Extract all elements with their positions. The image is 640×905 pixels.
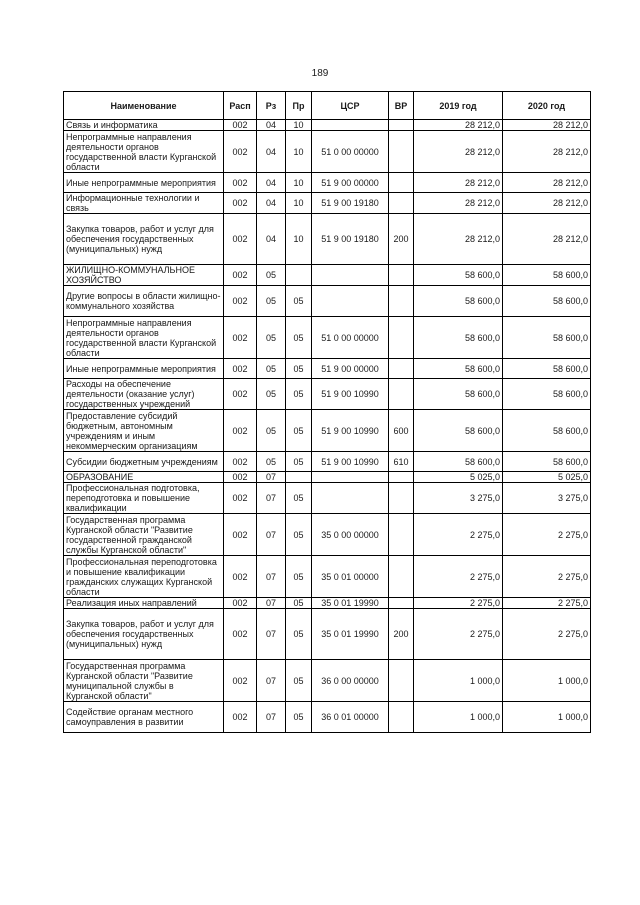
cell-csr: 35 0 00 00000	[312, 514, 389, 556]
budget-table	[63, 91, 591, 733]
header-csr: ЦСР	[312, 92, 389, 120]
cell-vr	[389, 472, 414, 483]
cell-2019: 2 275,0	[414, 598, 503, 609]
cell-2020: 1 000,0	[503, 660, 591, 702]
table-row	[64, 214, 591, 265]
cell-name: Содействие органам местного самоуправления в развитии	[64, 702, 224, 733]
cell-vr	[389, 379, 414, 410]
cell-2019: 2 275,0	[414, 609, 503, 660]
cell-name: ЖИЛИЩНО-КОММУНАЛЬНОЕ ХОЗЯЙСТВО	[64, 265, 224, 286]
cell-rz: 07	[257, 598, 286, 609]
cell-pr: 05	[286, 609, 312, 660]
cell-csr	[312, 265, 389, 286]
cell-name: Непрограммные направления деятельности органов государственной власти Курганской области	[64, 131, 224, 173]
table-row	[64, 598, 591, 609]
header-name: Наименование	[64, 92, 224, 120]
cell-pr: 10	[286, 193, 312, 214]
cell-csr: 51 9 00 19180	[312, 193, 389, 214]
cell-2020: 28 212,0	[503, 193, 591, 214]
table-row	[64, 120, 591, 131]
cell-name: Информационные технологии и связь	[64, 193, 224, 214]
cell-pr: 10	[286, 120, 312, 131]
cell-rasp: 002	[224, 660, 257, 702]
cell-csr: 51 9 00 00000	[312, 359, 389, 379]
cell-vr	[389, 173, 414, 193]
cell-vr	[389, 483, 414, 514]
table-row	[64, 452, 591, 472]
cell-rasp: 002	[224, 702, 257, 733]
cell-2020: 58 600,0	[503, 379, 591, 410]
cell-name: Закупка товаров, работ и услуг для обеспечения государственных (муниципальных) нужд	[64, 214, 224, 265]
cell-pr: 05	[286, 317, 312, 359]
cell-2020: 58 600,0	[503, 452, 591, 472]
table-row	[64, 193, 591, 214]
cell-pr	[286, 265, 312, 286]
cell-2019: 58 600,0	[414, 359, 503, 379]
cell-rasp: 002	[224, 598, 257, 609]
cell-vr	[389, 660, 414, 702]
cell-2019: 2 275,0	[414, 556, 503, 598]
cell-pr: 05	[286, 483, 312, 514]
cell-2019: 3 275,0	[414, 483, 503, 514]
cell-rz: 07	[257, 472, 286, 483]
page-number: 189	[311, 68, 329, 79]
cell-2019: 28 212,0	[414, 120, 503, 131]
cell-name: Государственная программа Курганской области "Развитие государственной гражданской службы Курганской области"	[64, 514, 224, 556]
cell-csr: 35 0 01 00000	[312, 556, 389, 598]
cell-2020: 2 275,0	[503, 556, 591, 598]
cell-name: Государственная программа Курганской области "Развитие муниципальной службы в Курганской области"	[64, 660, 224, 702]
cell-rz: 05	[257, 286, 286, 317]
cell-csr	[312, 483, 389, 514]
cell-vr	[389, 359, 414, 379]
cell-pr: 05	[286, 598, 312, 609]
cell-rasp: 002	[224, 472, 257, 483]
cell-pr: 05	[286, 514, 312, 556]
cell-pr: 05	[286, 702, 312, 733]
cell-csr: 51 9 00 10990	[312, 410, 389, 452]
cell-rz: 07	[257, 556, 286, 598]
table-row	[64, 410, 591, 452]
cell-name: Профессиональная переподготовка и повышение квалификации гражданских служащих Курганской области	[64, 556, 224, 598]
cell-name: Иные непрограммные мероприятия	[64, 173, 224, 193]
cell-2020: 58 600,0	[503, 317, 591, 359]
cell-pr: 05	[286, 379, 312, 410]
table-row	[64, 514, 591, 556]
cell-vr	[389, 131, 414, 173]
cell-rasp: 002	[224, 120, 257, 131]
cell-csr	[312, 472, 389, 483]
cell-name: Иные непрограммные мероприятия	[64, 359, 224, 379]
cell-csr: 35 0 01 19990	[312, 598, 389, 609]
cell-csr: 51 9 00 10990	[312, 452, 389, 472]
cell-pr: 05	[286, 410, 312, 452]
cell-2020: 28 212,0	[503, 214, 591, 265]
cell-2020: 28 212,0	[503, 173, 591, 193]
cell-rasp: 002	[224, 131, 257, 173]
cell-pr: 05	[286, 452, 312, 472]
cell-rasp: 002	[224, 379, 257, 410]
table-row	[64, 379, 591, 410]
cell-2019: 5 025,0	[414, 472, 503, 483]
cell-rz: 04	[257, 120, 286, 131]
cell-vr	[389, 265, 414, 286]
cell-vr: 600	[389, 410, 414, 452]
table-row	[64, 131, 591, 173]
table-row	[64, 483, 591, 514]
cell-name: Расходы на обеспечение деятельности (оказание услуг) государственных учреждений	[64, 379, 224, 410]
header-2020: 2020 год	[503, 92, 591, 120]
cell-vr	[389, 286, 414, 317]
cell-pr: 10	[286, 131, 312, 173]
header-rasp: Расп	[224, 92, 257, 120]
cell-2020: 1 000,0	[503, 702, 591, 733]
cell-name: Закупка товаров, работ и услуг для обеспечения государственных (муниципальных) нужд	[64, 609, 224, 660]
cell-pr: 05	[286, 660, 312, 702]
cell-csr	[312, 120, 389, 131]
cell-csr	[312, 286, 389, 317]
header-pr: Пр	[286, 92, 312, 120]
cell-rasp: 002	[224, 556, 257, 598]
cell-name: Предоставление субсидий бюджетным, автономным учреждениям и иным некоммерческим организациям	[64, 410, 224, 452]
cell-rasp: 002	[224, 359, 257, 379]
cell-rasp: 002	[224, 286, 257, 317]
cell-2020: 5 025,0	[503, 472, 591, 483]
table-row	[64, 702, 591, 733]
cell-vr	[389, 598, 414, 609]
header-2019: 2019 год	[414, 92, 503, 120]
cell-2019: 58 600,0	[414, 286, 503, 317]
cell-2020: 28 212,0	[503, 120, 591, 131]
cell-2020: 58 600,0	[503, 286, 591, 317]
cell-vr	[389, 193, 414, 214]
table-row	[64, 609, 591, 660]
cell-vr	[389, 702, 414, 733]
cell-rz: 05	[257, 410, 286, 452]
cell-pr: 05	[286, 359, 312, 379]
cell-vr	[389, 120, 414, 131]
cell-rz: 07	[257, 483, 286, 514]
cell-rasp: 002	[224, 193, 257, 214]
cell-rz: 05	[257, 452, 286, 472]
cell-vr	[389, 556, 414, 598]
cell-2019: 28 212,0	[414, 193, 503, 214]
table-row	[64, 317, 591, 359]
cell-rasp: 002	[224, 410, 257, 452]
cell-name: ОБРАЗОВАНИЕ	[64, 472, 224, 483]
cell-csr: 36 0 01 00000	[312, 702, 389, 733]
cell-vr: 200	[389, 609, 414, 660]
cell-2019: 58 600,0	[414, 410, 503, 452]
cell-rasp: 002	[224, 452, 257, 472]
cell-csr: 51 9 00 10990	[312, 379, 389, 410]
cell-rz: 07	[257, 702, 286, 733]
cell-2020: 58 600,0	[503, 359, 591, 379]
cell-rasp: 002	[224, 173, 257, 193]
cell-vr	[389, 317, 414, 359]
table-row	[64, 472, 591, 483]
cell-2020: 58 600,0	[503, 410, 591, 452]
cell-rasp: 002	[224, 317, 257, 359]
cell-name: Связь и информатика	[64, 120, 224, 131]
cell-2019: 58 600,0	[414, 265, 503, 286]
cell-vr	[389, 514, 414, 556]
cell-rasp: 002	[224, 214, 257, 265]
cell-rasp: 002	[224, 483, 257, 514]
cell-2020: 3 275,0	[503, 483, 591, 514]
cell-rz: 05	[257, 359, 286, 379]
table-row	[64, 556, 591, 598]
cell-name: Реализация иных направлений	[64, 598, 224, 609]
cell-rz: 05	[257, 379, 286, 410]
cell-rasp: 002	[224, 609, 257, 660]
cell-2019: 58 600,0	[414, 452, 503, 472]
cell-2020: 2 275,0	[503, 609, 591, 660]
cell-rz: 05	[257, 317, 286, 359]
header-rz: Рз	[257, 92, 286, 120]
table-row	[64, 265, 591, 286]
cell-2020: 2 275,0	[503, 598, 591, 609]
cell-rasp: 002	[224, 514, 257, 556]
cell-csr: 51 9 00 00000	[312, 173, 389, 193]
table-row	[64, 359, 591, 379]
cell-pr: 05	[286, 286, 312, 317]
table-row	[64, 173, 591, 193]
cell-rz: 04	[257, 193, 286, 214]
cell-2019: 58 600,0	[414, 379, 503, 410]
cell-rz: 07	[257, 609, 286, 660]
cell-2020: 2 275,0	[503, 514, 591, 556]
cell-2019: 58 600,0	[414, 317, 503, 359]
cell-rz: 04	[257, 131, 286, 173]
cell-csr: 51 0 00 00000	[312, 131, 389, 173]
cell-csr: 35 0 01 19990	[312, 609, 389, 660]
cell-rz: 05	[257, 265, 286, 286]
header-row	[64, 92, 591, 120]
table-row	[64, 660, 591, 702]
cell-rasp: 002	[224, 265, 257, 286]
cell-csr: 36 0 00 00000	[312, 660, 389, 702]
cell-csr: 51 9 00 19180	[312, 214, 389, 265]
cell-pr: 10	[286, 173, 312, 193]
cell-2020: 58 600,0	[503, 265, 591, 286]
table-row	[64, 286, 591, 317]
cell-vr: 200	[389, 214, 414, 265]
cell-2019: 2 275,0	[414, 514, 503, 556]
cell-csr: 51 0 00 00000	[312, 317, 389, 359]
cell-2019: 28 212,0	[414, 131, 503, 173]
cell-rz: 04	[257, 173, 286, 193]
cell-pr	[286, 472, 312, 483]
cell-2019: 1 000,0	[414, 702, 503, 733]
header-vr: ВР	[389, 92, 414, 120]
cell-2019: 1 000,0	[414, 660, 503, 702]
cell-name: Профессиональная подготовка, переподготовка и повышение квалификации	[64, 483, 224, 514]
cell-name: Другие вопросы в области жилищно-коммунального хозяйства	[64, 286, 224, 317]
cell-name: Субсидии бюджетным учреждениям	[64, 452, 224, 472]
cell-pr: 05	[286, 556, 312, 598]
cell-vr: 610	[389, 452, 414, 472]
cell-2019: 28 212,0	[414, 214, 503, 265]
cell-rz: 04	[257, 214, 286, 265]
cell-2019: 28 212,0	[414, 173, 503, 193]
cell-pr: 10	[286, 214, 312, 265]
cell-rz: 07	[257, 660, 286, 702]
cell-rz: 07	[257, 514, 286, 556]
cell-2020: 28 212,0	[503, 131, 591, 173]
cell-name: Непрограммные направления деятельности органов государственной власти Курганской области	[64, 317, 224, 359]
